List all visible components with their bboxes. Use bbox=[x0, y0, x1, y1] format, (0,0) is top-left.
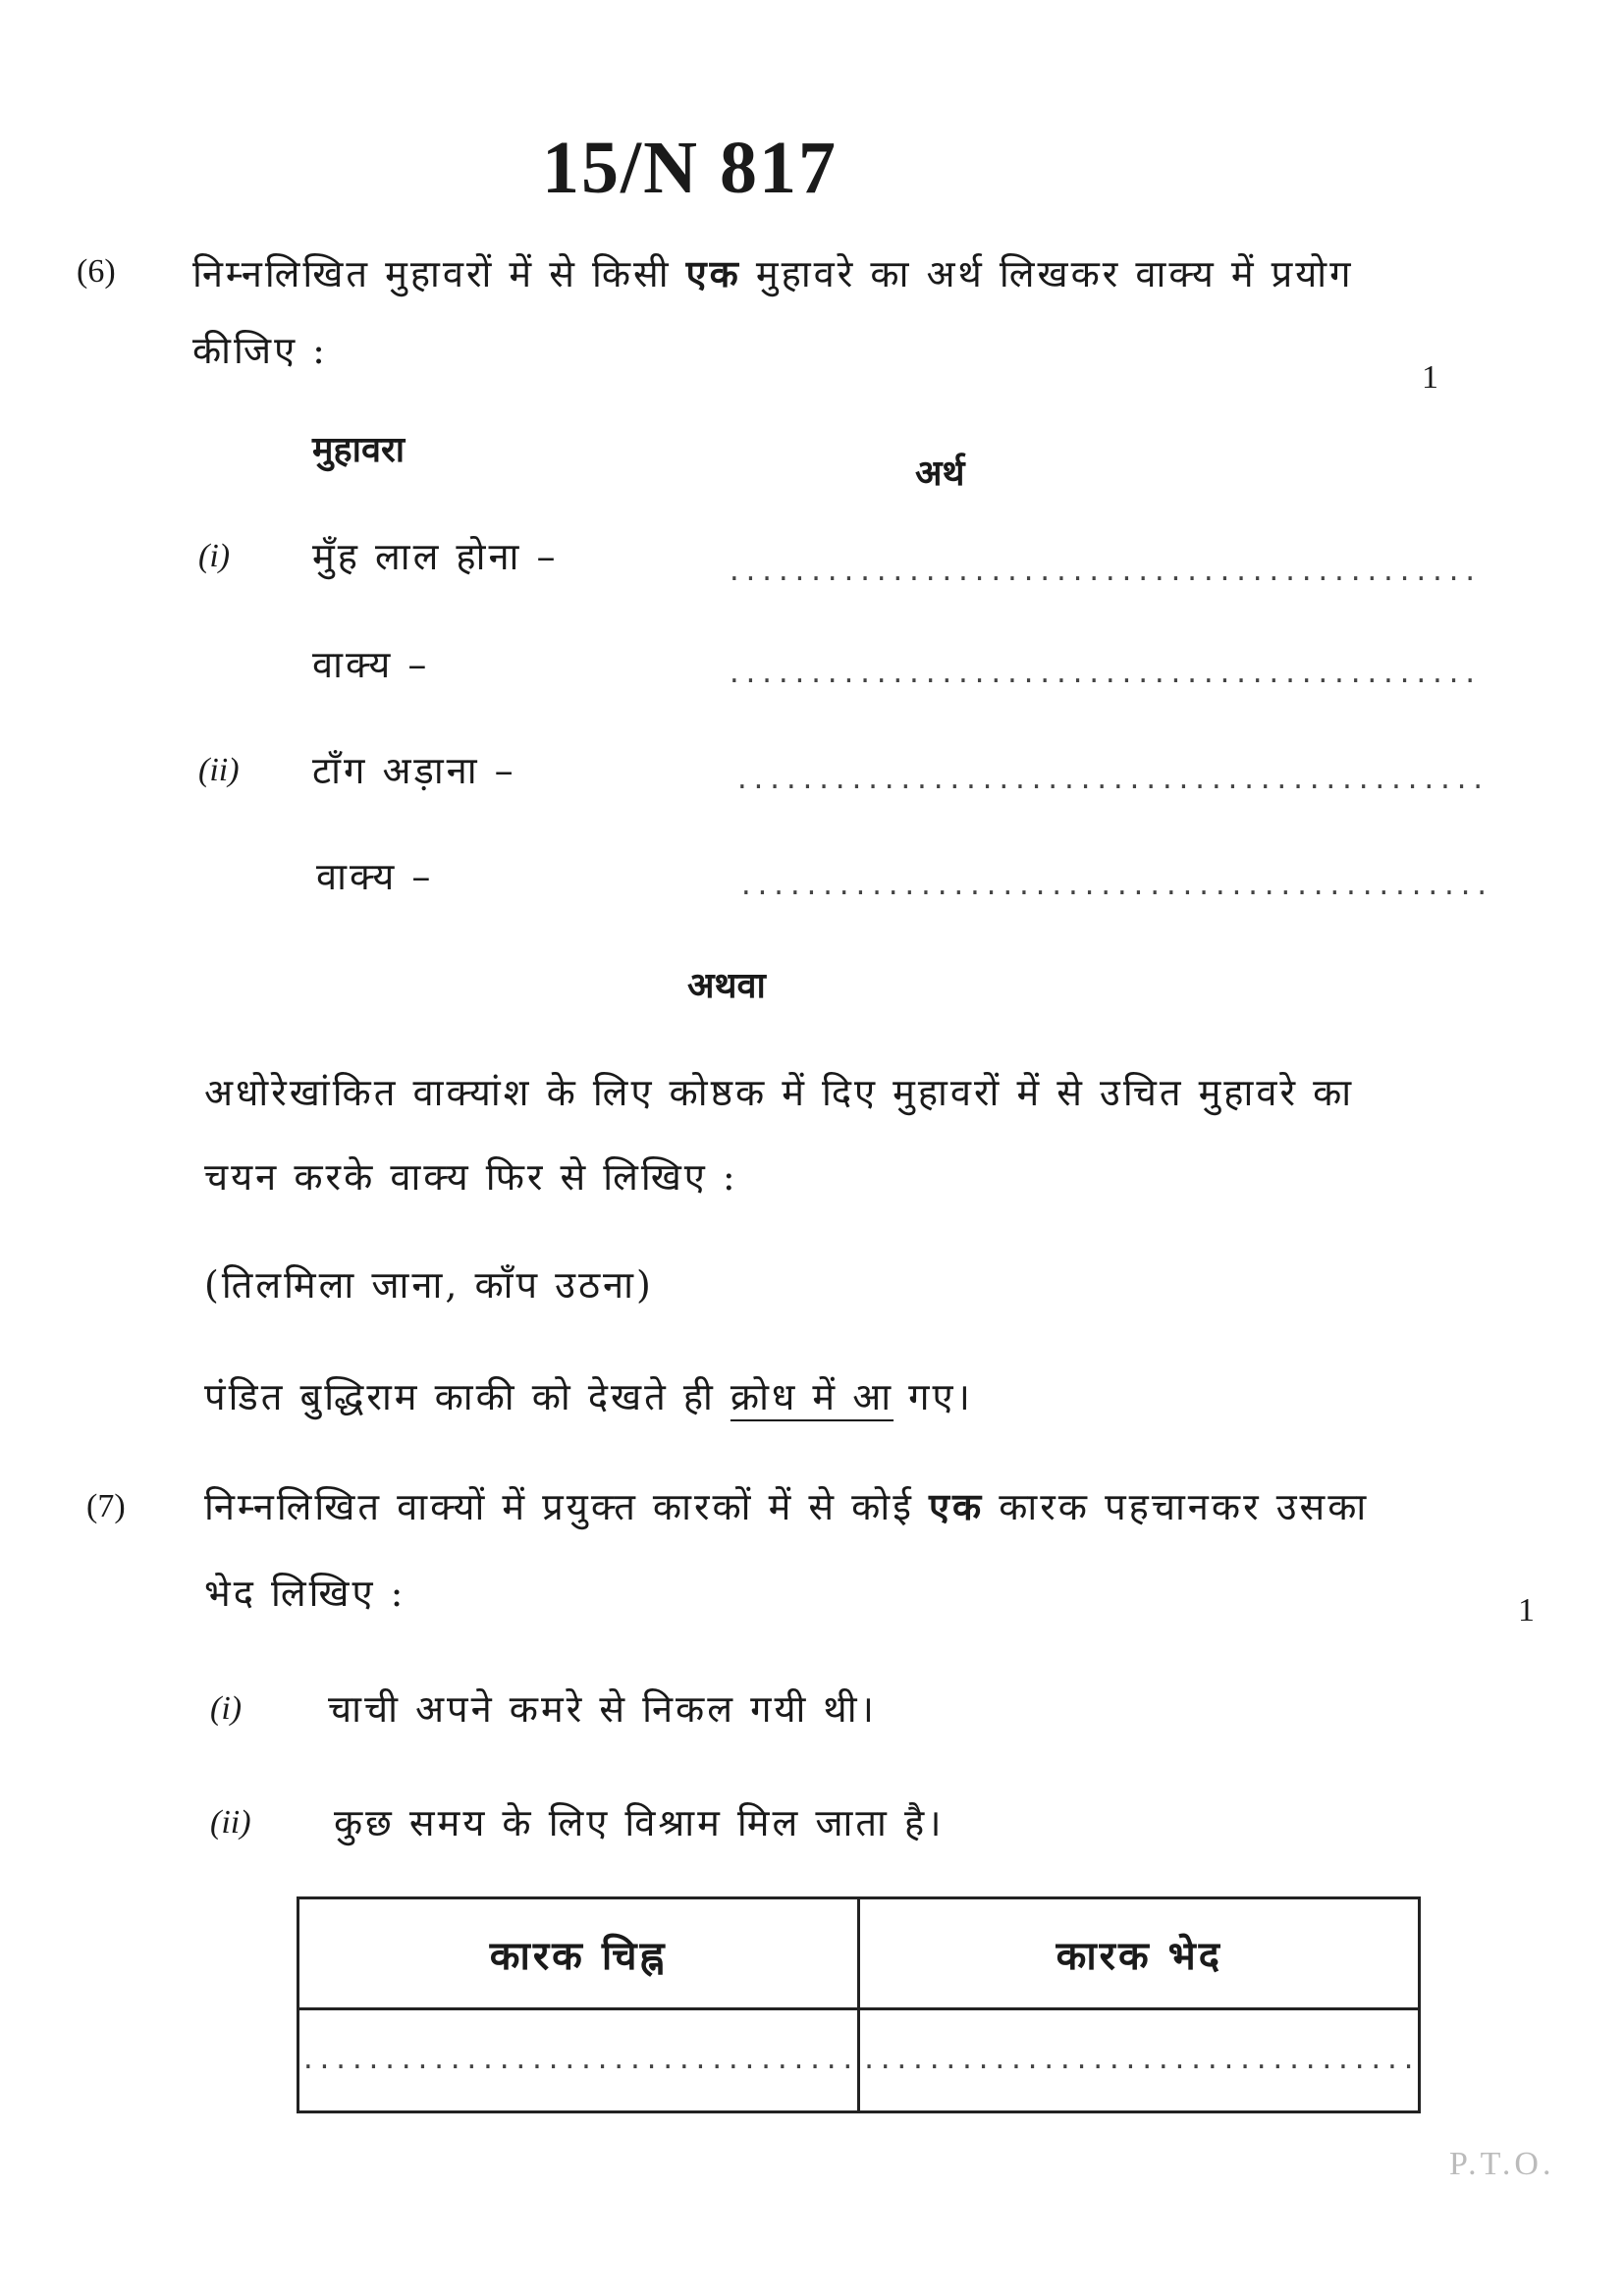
or-label: अथवा bbox=[687, 965, 766, 1006]
idiom-2-number: (ii) bbox=[198, 752, 240, 788]
question-6-instruction bbox=[192, 247, 1354, 298]
instruction-text: मुहावरे का अर्थ लिखकर वाक्य में प्रयोग bbox=[740, 252, 1354, 295]
paper-code: 15/N 817 bbox=[542, 127, 838, 209]
idiom-2-sentence-label: वाक्य – bbox=[316, 855, 434, 898]
question-6-marks: 1 bbox=[1422, 359, 1438, 396]
idiom-1-meaning-blank: .............................................. bbox=[727, 558, 1480, 587]
page-turn-note: P.T.O. bbox=[1449, 2146, 1555, 2182]
sentence-2-number: (ii) bbox=[210, 1804, 251, 1841]
sentence-1-text: चाची अपने कमरे से निकल गयी थी। bbox=[328, 1687, 877, 1731]
idiom-options: (तिलमिला जाना, काँप उठना) bbox=[204, 1263, 654, 1307]
table-header-row bbox=[298, 1898, 1420, 2009]
karak-chihn-blank: .................................. bbox=[300, 2046, 857, 2075]
karak-bhed-blank: .................................. bbox=[861, 2046, 1418, 2075]
instruction-text: निम्नलिखित मुहावरों में से किसी bbox=[192, 252, 686, 295]
karak-table bbox=[297, 1896, 1421, 2113]
alternate-sentence bbox=[204, 1370, 973, 1421]
table-cell-blank bbox=[859, 2009, 1420, 2112]
idiom-2-meaning-blank: .............................................. bbox=[734, 766, 1488, 795]
question-7-instruction bbox=[204, 1480, 1369, 1531]
instruction-text: कारक पहचानकर उसका bbox=[984, 1485, 1370, 1528]
sentence-text: गए। bbox=[893, 1375, 973, 1418]
sentence-text: पंडित बुद्धिराम काकी को देखते ही bbox=[204, 1375, 731, 1418]
question-7-number: (7) bbox=[86, 1488, 126, 1524]
alternate-instruction-line2: चयन करके वाक्य फिर से लिखिए : bbox=[204, 1155, 738, 1199]
table-header-karak-chihn: कारक चिह्न bbox=[298, 1898, 859, 2009]
column-heading-idiom: मुहावरा bbox=[312, 429, 406, 470]
idiom-2-sentence-blank: .............................................. bbox=[738, 872, 1491, 901]
question-6-number: (6) bbox=[77, 253, 116, 290]
idiom-1-sentence-label: वाक्य – bbox=[312, 643, 430, 686]
idiom-1-text: मुँह लाल होना – bbox=[312, 535, 559, 578]
instruction-emphasis: एक bbox=[685, 251, 741, 295]
instruction-text: निम्नलिखित वाक्यों में प्रयुक्त कारकों में से कोई bbox=[204, 1485, 929, 1528]
idiom-1-sentence-blank: .............................................. bbox=[727, 660, 1480, 689]
question-7-marks: 1 bbox=[1518, 1592, 1535, 1629]
alternate-instruction-line1: अधोरेखांकित वाक्यांश के लिए कोष्ठक में दिए मुहावरों में से उचित मुहावरे का bbox=[204, 1071, 1355, 1114]
table-row bbox=[298, 2009, 1420, 2112]
idiom-2-text: टाँग अड़ाना – bbox=[312, 749, 516, 792]
column-heading-meaning: अर्थ bbox=[915, 453, 965, 494]
idiom-1-number: (i) bbox=[198, 538, 231, 574]
sentence-1-number: (i) bbox=[210, 1690, 243, 1727]
instruction-emphasis: एक bbox=[928, 1484, 985, 1528]
table-cell-blank bbox=[298, 2009, 859, 2112]
underlined-phrase: क्रोध में आ bbox=[730, 1375, 894, 1418]
question-7-instruction-line2: भेद लिखिए : bbox=[204, 1572, 406, 1615]
sentence-2-text: कुछ समय के लिए विश्राम मिल जाता है। bbox=[334, 1801, 945, 1844]
table-header-karak-bhed: कारक भेद bbox=[859, 1898, 1420, 2009]
question-6-instruction-line2: कीजिए : bbox=[192, 329, 328, 372]
